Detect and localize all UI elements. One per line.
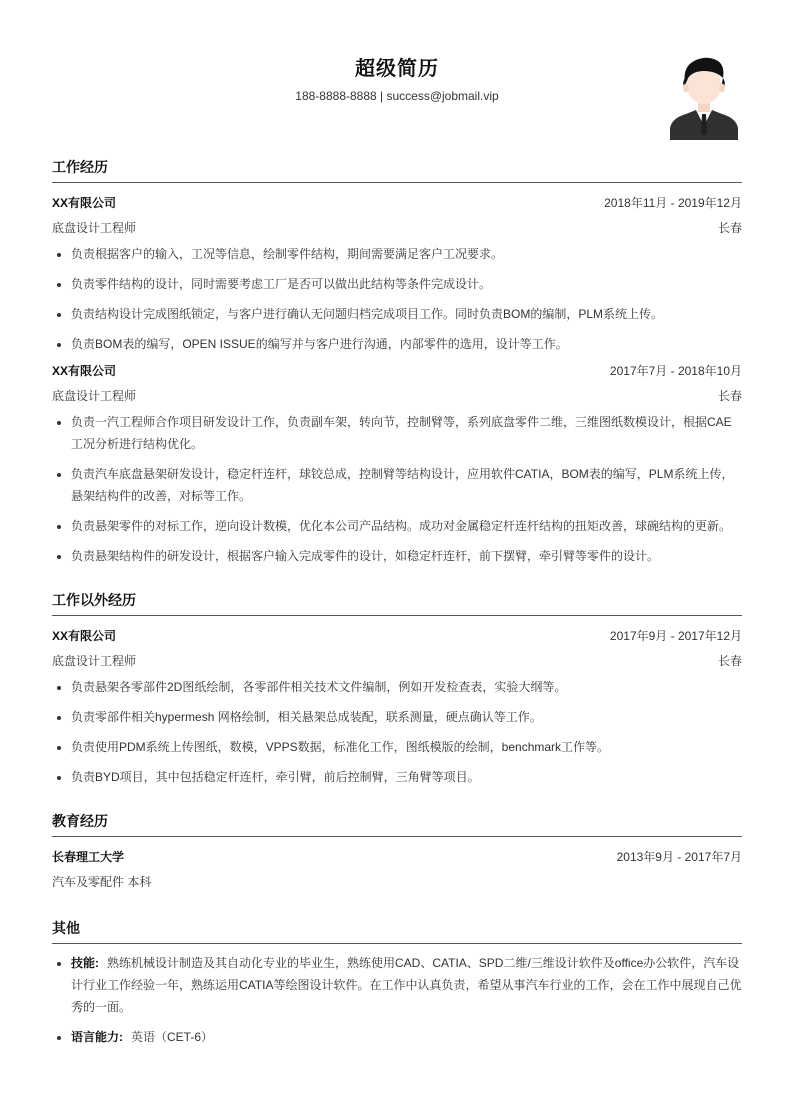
list-item: • 负责结构设计完成图纸锁定，与客户进行确认无问题归档完成项目工作。同时负责BOM的编制，PLM系统上传。 xyxy=(71,303,742,325)
list-item: • 负责一汽工程师合作项目研发设计工作，负责副车架，转向节，控制臂等，系列底盘零件二维，三维图纸数模设计，根据CAE工况分析进行结构优化。 xyxy=(71,411,742,455)
language-text: 英语（CET-6） xyxy=(131,1030,214,1044)
company-name: XX有限公司 xyxy=(52,364,117,378)
list-item: • 负责汽车底盘悬架研发设计，稳定杆连杆，球铰总成，控制臂等结构设计，应用软件CATIA，BOM表的编写，PLM系统上传，悬架结构件的改善，对标等工作。 xyxy=(71,463,742,507)
section-title: 工作经历 xyxy=(52,152,742,183)
section-title: 教育经历 xyxy=(52,806,742,837)
list-item: • 负责BYD项目，其中包括稳定杆连杆，牵引臂，前后控制臂，三角臂等项目。 xyxy=(71,766,742,788)
candidate-name: 超级简历 xyxy=(355,58,439,80)
resume-header xyxy=(52,0,742,140)
company-name: XX有限公司 xyxy=(52,629,117,643)
list-item: • 负责零部件相关hypermesh 网格绘制，相关悬架总成装配，联系测量，硬点确认等工作。 xyxy=(71,706,742,728)
date-range: 2013年9月 - 2017年7月 xyxy=(616,850,742,864)
location: 长春 xyxy=(717,389,742,403)
list-item xyxy=(71,952,742,1018)
skills-text: 熟练机械设计制造及其自动化专业的毕业生，熟练使用CAD、CATIA、SPD二维/三维设计软件及office办公软件，汽车设计行业工作经验一年，熟练运用CATIA等绘图设计软件。在工作中认真负责，希望从事汽车行业的工作，会在工作中展现自己优秀的一面。 xyxy=(71,956,742,1014)
major-degree: 汽车及零配件 本科 xyxy=(52,875,152,889)
work-experience-section xyxy=(52,152,742,567)
resume-page xyxy=(52,0,742,1107)
school-name: 长春理工大学 xyxy=(52,850,125,864)
language-label: 语言能力: xyxy=(71,1030,123,1044)
duty-list xyxy=(52,411,742,567)
list-item: • 负责悬架零件的对标工作，逆向设计数模，优化本公司产品结构。成功对金属稳定杆连杆结构的扭矩改善，球碗结构的更新。 xyxy=(71,515,742,537)
job-role: 底盘设计工程师 xyxy=(52,389,137,403)
section-title: 其他 xyxy=(52,913,742,944)
date-range: 2017年7月 - 2018年10月 xyxy=(609,364,742,378)
date-range: 2017年9月 - 2017年12月 xyxy=(609,629,742,643)
other-section xyxy=(52,913,742,1048)
job-role: 底盘设计工程师 xyxy=(52,221,137,235)
job-role: 底盘设计工程师 xyxy=(52,654,137,668)
contact-info: 188-8888-8888 | success@jobmail.vip xyxy=(295,89,499,103)
company-name: XX有限公司 xyxy=(52,196,117,210)
date-range: 2018年11月 - 2019年12月 xyxy=(604,196,742,210)
work-entry xyxy=(52,624,742,788)
list-item: • 负责根据客户的输入，工况等信息，绘制零件结构，期间需要满足客户工况要求。 xyxy=(71,243,742,265)
list-item xyxy=(71,1026,742,1048)
list-item: • 负责BOM表的编写，OPEN ISSUE的编写并与客户进行沟通，内部零件的选用，设计等工作。 xyxy=(71,333,742,355)
list-item: • 负责悬架结构件的研发设计，根据客户输入完成零件的设计，如稳定杆连杆，前下摆臂，牵引臂等零件的设计。 xyxy=(71,545,742,567)
section-title: 工作以外经历 xyxy=(52,585,742,616)
skills-label: 技能: xyxy=(71,956,99,970)
duty-list xyxy=(52,676,742,788)
education-section xyxy=(52,806,742,895)
avatar-icon xyxy=(668,52,740,140)
other-experience-section xyxy=(52,585,742,788)
location: 长春 xyxy=(717,221,742,235)
other-list xyxy=(52,952,742,1048)
list-item: • 负责悬架各零部件2D图纸绘制，各零部件相关技术文件编制，例如开发检查表，实验大纲等。 xyxy=(71,676,742,698)
list-item: • 负责使用PDM系统上传图纸，数模，VPPS数据，标准化工作，图纸模版的绘制，benchmark工作等。 xyxy=(71,736,742,758)
location: 长春 xyxy=(717,654,742,668)
work-entry xyxy=(52,359,742,567)
duty-list xyxy=(52,243,742,355)
list-item: • 负责零件结构的设计，同时需要考虑工厂是否可以做出此结构等条件完成设计。 xyxy=(71,273,742,295)
work-entry xyxy=(52,191,742,355)
